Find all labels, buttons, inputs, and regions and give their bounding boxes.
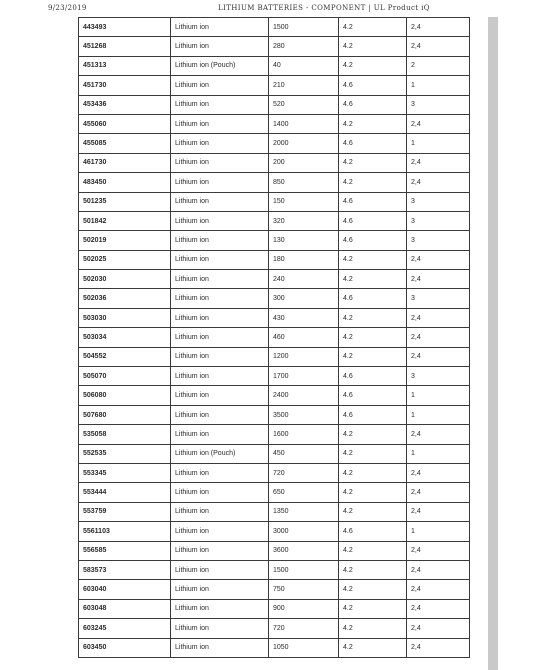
type-cell: Lithium ion: [171, 173, 269, 192]
table-row: [79, 76, 470, 95]
voltage-cell: 4.6: [339, 211, 407, 230]
table-row: [79, 250, 470, 269]
category-cell: 2: [407, 56, 470, 75]
category-cell: 1: [407, 522, 470, 541]
category-cell: 3: [407, 289, 470, 308]
model-cell: 552535: [79, 444, 171, 463]
voltage-cell: 4.6: [339, 192, 407, 211]
capacity-cell: 450: [269, 444, 339, 463]
category-cell: 3: [407, 231, 470, 250]
type-cell: Lithium ion: [171, 37, 269, 56]
model-cell: 603245: [79, 619, 171, 638]
category-cell: 1: [407, 386, 470, 405]
capacity-cell: 130: [269, 231, 339, 250]
table-row: [79, 211, 470, 230]
model-cell: 501235: [79, 192, 171, 211]
model-cell: 556585: [79, 541, 171, 560]
table-row: [79, 347, 470, 366]
category-cell: 2,4: [407, 173, 470, 192]
model-cell: 504552: [79, 347, 171, 366]
table-row: [79, 444, 470, 463]
model-cell: 553759: [79, 502, 171, 521]
table-row: [79, 289, 470, 308]
battery-table-body: [79, 18, 470, 658]
table-row: [79, 367, 470, 386]
table-row: [79, 463, 470, 482]
type-cell: Lithium ion: [171, 231, 269, 250]
voltage-cell: 4.2: [339, 483, 407, 502]
category-cell: 2,4: [407, 483, 470, 502]
category-cell: 2,4: [407, 425, 470, 444]
capacity-cell: 1350: [269, 502, 339, 521]
voltage-cell: 4.2: [339, 638, 407, 657]
capacity-cell: 460: [269, 328, 339, 347]
capacity-cell: 650: [269, 483, 339, 502]
model-cell: 507680: [79, 405, 171, 424]
category-cell: 2,4: [407, 37, 470, 56]
table-row: [79, 270, 470, 289]
table-row: [79, 483, 470, 502]
voltage-cell: 4.6: [339, 386, 407, 405]
category-cell: 2,4: [407, 270, 470, 289]
capacity-cell: 1600: [269, 425, 339, 444]
voltage-cell: 4.2: [339, 18, 407, 37]
table-row: [79, 308, 470, 327]
voltage-cell: 4.2: [339, 37, 407, 56]
type-cell: Lithium ion: [171, 541, 269, 560]
model-cell: 553444: [79, 483, 171, 502]
type-cell: Lithium ion: [171, 76, 269, 95]
type-cell: Lithium ion: [171, 211, 269, 230]
model-cell: 553345: [79, 463, 171, 482]
voltage-cell: 4.2: [339, 173, 407, 192]
voltage-cell: 4.2: [339, 580, 407, 599]
voltage-cell: 4.2: [339, 56, 407, 75]
model-cell: 451730: [79, 76, 171, 95]
model-cell: 506080: [79, 386, 171, 405]
voltage-cell: 4.2: [339, 541, 407, 560]
model-cell: 451313: [79, 56, 171, 75]
type-cell: Lithium ion: [171, 580, 269, 599]
page-title: LITHIUM BATTERIES - COMPONENT | UL Product iQ: [218, 4, 430, 12]
category-cell: 2,4: [407, 560, 470, 579]
voltage-cell: 4.6: [339, 134, 407, 153]
capacity-cell: 240: [269, 270, 339, 289]
type-cell: Lithium ion: [171, 502, 269, 521]
type-cell: Lithium ion: [171, 18, 269, 37]
category-cell: 2,4: [407, 638, 470, 657]
capacity-cell: 40: [269, 56, 339, 75]
capacity-cell: 900: [269, 599, 339, 618]
category-cell: 2,4: [407, 114, 470, 133]
type-cell: Lithium ion: [171, 289, 269, 308]
print-date: 9/23/2019: [48, 4, 87, 12]
category-cell: 2,4: [407, 599, 470, 618]
table-row: [79, 173, 470, 192]
type-cell: Lithium ion: [171, 328, 269, 347]
table-row: [79, 541, 470, 560]
category-cell: 1: [407, 405, 470, 424]
capacity-cell: 3600: [269, 541, 339, 560]
type-cell: Lithium ion: [171, 619, 269, 638]
voltage-cell: 4.6: [339, 231, 407, 250]
voltage-cell: 4.2: [339, 328, 407, 347]
category-cell: 2,4: [407, 463, 470, 482]
table-row: [79, 560, 470, 579]
type-cell: Lithium ion: [171, 308, 269, 327]
type-cell: Lithium ion: [171, 522, 269, 541]
category-cell: 3: [407, 211, 470, 230]
table-row: [79, 56, 470, 75]
capacity-cell: 300: [269, 289, 339, 308]
table-row: [79, 95, 470, 114]
voltage-cell: 4.2: [339, 463, 407, 482]
type-cell: Lithium ion: [171, 114, 269, 133]
capacity-cell: 2400: [269, 386, 339, 405]
type-cell: Lithium ion: [171, 483, 269, 502]
category-cell: 2,4: [407, 502, 470, 521]
type-cell: Lithium ion: [171, 95, 269, 114]
capacity-cell: 1200: [269, 347, 339, 366]
type-cell: Lithium ion: [171, 134, 269, 153]
voltage-cell: 4.2: [339, 560, 407, 579]
model-cell: 583573: [79, 560, 171, 579]
type-cell: Lithium ion: [171, 250, 269, 269]
type-cell: Lithium ion: [171, 153, 269, 172]
capacity-cell: 200: [269, 153, 339, 172]
category-cell: 3: [407, 95, 470, 114]
model-cell: 483450: [79, 173, 171, 192]
table-row: [79, 405, 470, 424]
voltage-cell: 4.2: [339, 444, 407, 463]
battery-table: [78, 17, 470, 658]
type-cell: Lithium ion (Pouch): [171, 444, 269, 463]
capacity-cell: 3000: [269, 522, 339, 541]
type-cell: Lithium ion: [171, 386, 269, 405]
model-cell: 503030: [79, 308, 171, 327]
table-row: [79, 328, 470, 347]
table-row: [79, 638, 470, 657]
model-cell: 455060: [79, 114, 171, 133]
vertical-scrollbar[interactable]: [488, 17, 498, 670]
voltage-cell: 4.2: [339, 308, 407, 327]
voltage-cell: 4.6: [339, 522, 407, 541]
capacity-cell: 750: [269, 580, 339, 599]
model-cell: 535058: [79, 425, 171, 444]
model-cell: 453436: [79, 95, 171, 114]
voltage-cell: 4.2: [339, 502, 407, 521]
category-cell: 2,4: [407, 250, 470, 269]
table-row: [79, 37, 470, 56]
voltage-cell: 4.6: [339, 95, 407, 114]
capacity-cell: 720: [269, 463, 339, 482]
type-cell: Lithium ion: [171, 425, 269, 444]
model-cell: 603450: [79, 638, 171, 657]
category-cell: 2,4: [407, 580, 470, 599]
category-cell: 2,4: [407, 347, 470, 366]
voltage-cell: 4.2: [339, 347, 407, 366]
capacity-cell: 1500: [269, 18, 339, 37]
capacity-cell: 1700: [269, 367, 339, 386]
voltage-cell: 4.2: [339, 270, 407, 289]
type-cell: Lithium ion: [171, 560, 269, 579]
type-cell: Lithium ion: [171, 270, 269, 289]
category-cell: 1: [407, 76, 470, 95]
capacity-cell: 3500: [269, 405, 339, 424]
table-row: [79, 619, 470, 638]
type-cell: Lithium ion (Pouch): [171, 56, 269, 75]
voltage-cell: 4.2: [339, 619, 407, 638]
voltage-cell: 4.6: [339, 76, 407, 95]
category-cell: 3: [407, 367, 470, 386]
table-row: [79, 153, 470, 172]
type-cell: Lithium ion: [171, 347, 269, 366]
category-cell: 3: [407, 192, 470, 211]
voltage-cell: 4.6: [339, 367, 407, 386]
type-cell: Lithium ion: [171, 638, 269, 657]
capacity-cell: 520: [269, 95, 339, 114]
category-cell: 1: [407, 134, 470, 153]
table-row: [79, 580, 470, 599]
table-row: [79, 114, 470, 133]
type-cell: Lithium ion: [171, 192, 269, 211]
type-cell: Lithium ion: [171, 599, 269, 618]
voltage-cell: 4.2: [339, 599, 407, 618]
capacity-cell: 180: [269, 250, 339, 269]
category-cell: 2,4: [407, 153, 470, 172]
model-cell: 502019: [79, 231, 171, 250]
capacity-cell: 430: [269, 308, 339, 327]
capacity-cell: 1400: [269, 114, 339, 133]
model-cell: 505070: [79, 367, 171, 386]
table-row: [79, 134, 470, 153]
category-cell: 2,4: [407, 308, 470, 327]
category-cell: 2,4: [407, 18, 470, 37]
category-cell: 1: [407, 444, 470, 463]
capacity-cell: 720: [269, 619, 339, 638]
table-row: [79, 231, 470, 250]
table-row: [79, 425, 470, 444]
voltage-cell: 4.2: [339, 153, 407, 172]
voltage-cell: 4.6: [339, 405, 407, 424]
capacity-cell: 150: [269, 192, 339, 211]
table-row: [79, 522, 470, 541]
model-cell: 451268: [79, 37, 171, 56]
capacity-cell: 210: [269, 76, 339, 95]
voltage-cell: 4.2: [339, 250, 407, 269]
category-cell: 2,4: [407, 541, 470, 560]
voltage-cell: 4.2: [339, 425, 407, 444]
capacity-cell: 850: [269, 173, 339, 192]
model-cell: 603040: [79, 580, 171, 599]
table-row: [79, 502, 470, 521]
model-cell: 455085: [79, 134, 171, 153]
capacity-cell: 320: [269, 211, 339, 230]
category-cell: 2,4: [407, 619, 470, 638]
model-cell: 501842: [79, 211, 171, 230]
model-cell: 461730: [79, 153, 171, 172]
model-cell: 503034: [79, 328, 171, 347]
capacity-cell: 1500: [269, 560, 339, 579]
model-cell: 502030: [79, 270, 171, 289]
capacity-cell: 1050: [269, 638, 339, 657]
table-row: [79, 18, 470, 37]
model-cell: 502036: [79, 289, 171, 308]
voltage-cell: 4.6: [339, 289, 407, 308]
type-cell: Lithium ion: [171, 463, 269, 482]
table-row: [79, 192, 470, 211]
capacity-cell: 2000: [269, 134, 339, 153]
type-cell: Lithium ion: [171, 405, 269, 424]
category-cell: 2,4: [407, 328, 470, 347]
table-row: [79, 599, 470, 618]
model-cell: 443493: [79, 18, 171, 37]
table-row: [79, 386, 470, 405]
model-cell: 502025: [79, 250, 171, 269]
model-cell: 603048: [79, 599, 171, 618]
voltage-cell: 4.2: [339, 114, 407, 133]
type-cell: Lithium ion: [171, 367, 269, 386]
capacity-cell: 280: [269, 37, 339, 56]
model-cell: 5561103: [79, 522, 171, 541]
